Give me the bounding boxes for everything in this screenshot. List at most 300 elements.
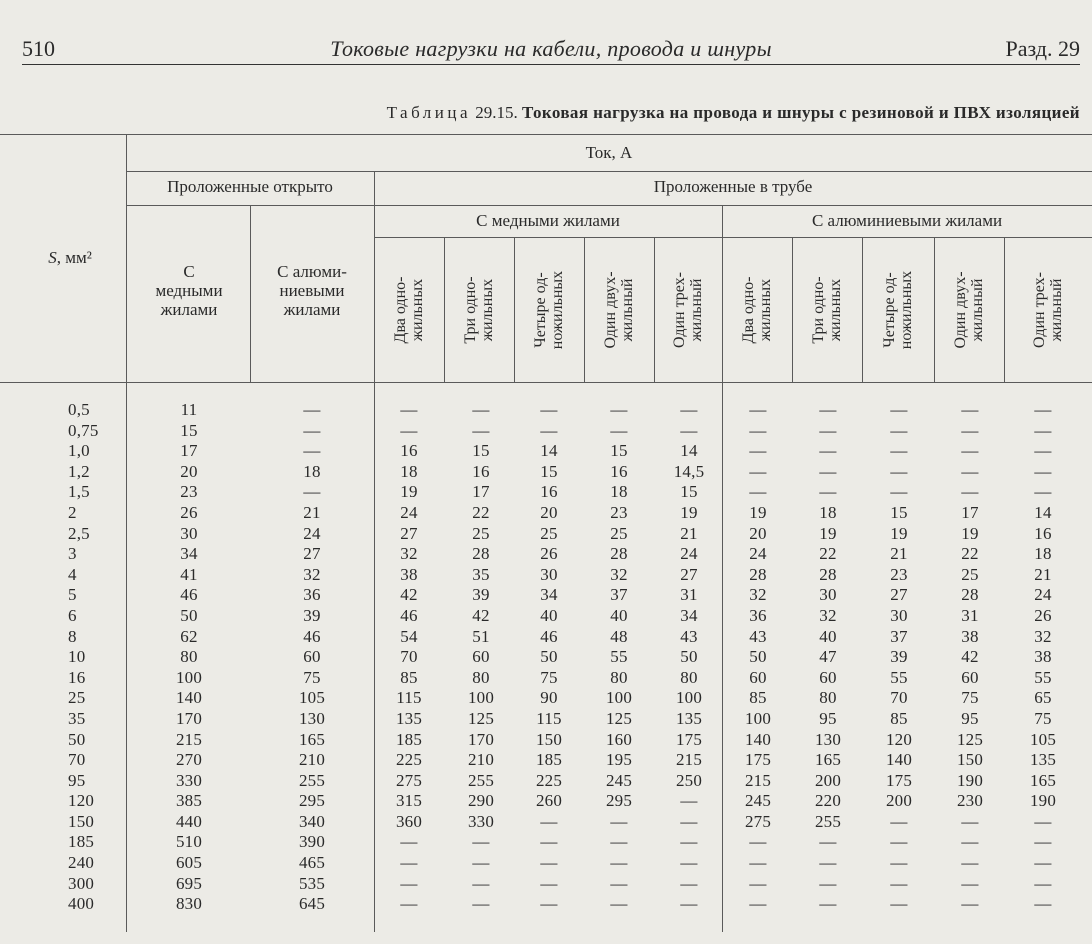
table-cell: 215 xyxy=(744,770,772,790)
table-cell: — xyxy=(819,894,837,914)
table-cell: 28 xyxy=(749,564,767,584)
table-cell: 25 xyxy=(68,688,86,708)
al-triple-column xyxy=(1008,400,1078,915)
table-cell: 15 xyxy=(890,502,908,522)
table-cell: — xyxy=(610,400,628,419)
table-cell: — xyxy=(680,853,698,873)
table-cell: 24 xyxy=(680,544,698,564)
table-cell: 215 xyxy=(675,750,703,770)
table-cell: 535 xyxy=(298,873,326,893)
table-cell: 16 xyxy=(610,461,628,481)
table-cell: — xyxy=(749,832,767,852)
table-cell: 32 xyxy=(610,564,628,584)
table-cell: 6 xyxy=(68,605,77,625)
table-cell: 225 xyxy=(395,750,423,770)
table-cell: 28 xyxy=(610,544,628,564)
table-cell: — xyxy=(961,441,979,461)
table-cell: 20 xyxy=(749,523,767,543)
table-cell: — xyxy=(819,461,837,481)
table-cell: — xyxy=(819,441,837,461)
table-cell: 260 xyxy=(535,791,563,811)
table-cell: 105 xyxy=(298,688,326,708)
table-cell: 90 xyxy=(540,688,558,708)
table-cell: — xyxy=(819,482,837,502)
table-cell: 75 xyxy=(540,667,558,687)
table-cell: 400 xyxy=(68,894,95,914)
vrule xyxy=(862,237,863,382)
vrule xyxy=(250,205,251,382)
table-cell: — xyxy=(749,400,767,419)
table-cell: 200 xyxy=(814,770,842,790)
table-cell: 85 xyxy=(400,667,418,687)
table-cell: 60 xyxy=(303,647,321,667)
table-cell: 175 xyxy=(885,770,913,790)
cu-three-single-header: Три одно- жильных xyxy=(462,276,496,344)
cu-one-twin-header: Один двух- жильный xyxy=(602,271,636,349)
table-cell: 15 xyxy=(180,420,198,440)
table-cell: 15 xyxy=(540,461,558,481)
table-cell: 46 xyxy=(180,585,198,605)
table-cell: — xyxy=(749,482,767,502)
table-cell: 10 xyxy=(68,647,86,667)
table-cell: 210 xyxy=(467,750,495,770)
table-cell: 80 xyxy=(610,667,628,687)
table-cell: — xyxy=(749,853,767,873)
al-one-twin-header: Один двух- жильный xyxy=(952,271,986,349)
table-cell: — xyxy=(1034,400,1052,419)
table-cell: 24 xyxy=(749,544,767,564)
table-cell: 50 xyxy=(180,605,198,625)
table-cell: 32 xyxy=(749,585,767,605)
table-cell: 39 xyxy=(303,605,321,625)
table-cell: 19 xyxy=(961,523,979,543)
table-cell: 190 xyxy=(956,770,984,790)
table-cell: 46 xyxy=(303,626,321,646)
table-cell: 43 xyxy=(680,626,698,646)
table-cell: — xyxy=(890,894,908,914)
table-cell: — xyxy=(890,420,908,440)
al-one-triple-header: Один трех- жильный xyxy=(1031,272,1065,349)
table-cell: 30 xyxy=(540,564,558,584)
table-cell: — xyxy=(961,832,979,852)
al-two-single-header: Два одно- жильных xyxy=(740,276,774,344)
table-cell: — xyxy=(472,400,490,419)
table-cell: 23 xyxy=(180,482,198,502)
table-cell: 75 xyxy=(1034,708,1052,728)
table-cell: 46 xyxy=(540,626,558,646)
table-cell: 95 xyxy=(819,708,837,728)
table-cell: — xyxy=(540,832,558,852)
table-cell: 605 xyxy=(175,853,203,873)
table-cell: 22 xyxy=(819,544,837,564)
table-cell: 55 xyxy=(610,647,628,667)
table-cell: 25 xyxy=(540,523,558,543)
table-cell: 50 xyxy=(749,647,767,667)
table-cell: — xyxy=(472,894,490,914)
al-four-column xyxy=(866,400,932,915)
vrule xyxy=(934,237,935,382)
table-cell: 35 xyxy=(472,564,490,584)
table-cell: 50 xyxy=(680,647,698,667)
table-cell: 115 xyxy=(536,708,562,728)
table-cell: 60 xyxy=(472,647,490,667)
table-cell: — xyxy=(610,832,628,852)
table-cell: — xyxy=(819,873,837,893)
table-cell: 25 xyxy=(472,523,490,543)
table-cell: 36 xyxy=(749,605,767,625)
table-cell: 120 xyxy=(885,729,913,749)
open-copper-header: С медными жилами xyxy=(155,262,223,319)
al-twin-column xyxy=(938,400,1002,915)
table-cell: — xyxy=(890,873,908,893)
table-cell: 165 xyxy=(298,729,326,749)
table-cell: 23 xyxy=(890,564,908,584)
table-cell: 150 xyxy=(535,729,563,749)
cu-three-column xyxy=(450,400,512,915)
aluminum-header: С алюминиевыми жилами xyxy=(811,211,1003,230)
table-cell: — xyxy=(819,832,837,852)
al-three-column xyxy=(796,400,860,915)
table-cell: 30 xyxy=(890,605,908,625)
table-cell: — xyxy=(890,832,908,852)
table-cell: 42 xyxy=(961,647,979,667)
table-cell: 390 xyxy=(298,832,326,852)
table-cell: 32 xyxy=(1034,626,1052,646)
table-cell: 18 xyxy=(400,461,418,481)
table-cell: 340 xyxy=(298,811,326,831)
table-cell: 11 xyxy=(180,400,198,419)
table-cell: 38 xyxy=(961,626,979,646)
rule-under-current xyxy=(126,171,1092,172)
table-cell: — xyxy=(890,482,908,502)
table-cell: 120 xyxy=(68,791,95,811)
table-cell: 18 xyxy=(610,482,628,502)
table-cell: 170 xyxy=(175,708,203,728)
table-cell: 85 xyxy=(749,688,767,708)
table-cell: 27 xyxy=(890,585,908,605)
table-cell: 26 xyxy=(1034,605,1052,625)
running-title: Токовые нагрузки на кабели, провода и шнуры xyxy=(330,36,772,61)
table-cell: — xyxy=(1034,873,1052,893)
page-number: 510 xyxy=(22,36,55,61)
table-cell: — xyxy=(1034,853,1052,873)
table-cell: 19 xyxy=(819,523,837,543)
vrule xyxy=(126,134,127,932)
table-cell: 200 xyxy=(885,791,913,811)
table-cell: 40 xyxy=(819,626,837,646)
table-cell: — xyxy=(610,873,628,893)
table-cell: 150 xyxy=(956,750,984,770)
al-three-single-header: Три одно- жильных xyxy=(810,276,844,344)
table-cell: 30 xyxy=(819,585,837,605)
table-cell: — xyxy=(1034,461,1052,481)
table-cell: 16 xyxy=(472,461,490,481)
table-cell: 22 xyxy=(961,544,979,564)
table-cell: — xyxy=(472,873,490,893)
table-cell: — xyxy=(680,420,698,440)
cu-four-column xyxy=(518,400,580,915)
table-cell: 27 xyxy=(680,564,698,584)
vrule xyxy=(1004,237,1005,382)
table-cell: 0,75 xyxy=(68,420,99,440)
table-cell: 125 xyxy=(467,708,495,728)
table-cell: 27 xyxy=(400,523,418,543)
table-cell: 41 xyxy=(180,564,198,584)
table-cell: 17 xyxy=(961,502,979,522)
table-cell: 32 xyxy=(819,605,837,625)
table-cell: 24 xyxy=(303,523,321,543)
table-cell: — xyxy=(961,894,979,914)
rule-under-copper-al xyxy=(374,237,1092,238)
table-cell: — xyxy=(890,853,908,873)
table-cell: — xyxy=(819,853,837,873)
table-cell: — xyxy=(1034,482,1052,502)
table-cell: 60 xyxy=(961,667,979,687)
table-cell: — xyxy=(610,894,628,914)
table-cell: 300 xyxy=(68,873,95,893)
table-cell: 230 xyxy=(956,791,984,811)
table-cell: — xyxy=(400,853,418,873)
table-cell: 5 xyxy=(68,585,77,605)
table-cell: — xyxy=(749,420,767,440)
table-cell: 165 xyxy=(814,750,842,770)
table-cell: 240 xyxy=(68,853,95,873)
table-cell: 34 xyxy=(680,605,698,625)
table-cell: 17 xyxy=(180,441,198,461)
table-cell: 115 xyxy=(396,688,422,708)
table-cell: — xyxy=(472,853,490,873)
table-cell: — xyxy=(680,832,698,852)
table-cell: 3 xyxy=(68,544,77,564)
table-cell: 170 xyxy=(467,729,495,749)
table-cell: 100 xyxy=(605,688,633,708)
table-cell: 255 xyxy=(467,770,495,790)
table-cell: 17 xyxy=(472,482,490,502)
table-cell: — xyxy=(472,420,490,440)
table-cell: 185 xyxy=(395,729,423,749)
table-cell: 295 xyxy=(605,791,633,811)
table-cell: 830 xyxy=(175,894,203,914)
table-cell: 20 xyxy=(540,502,558,522)
table-cell: 19 xyxy=(680,502,698,522)
table-cell: 18 xyxy=(303,461,321,481)
vrule xyxy=(654,237,655,382)
table-cell: — xyxy=(680,811,698,831)
table-cell: 440 xyxy=(175,811,203,831)
table-cell: 135 xyxy=(1029,750,1057,770)
table-cell: 16 xyxy=(400,441,418,461)
table-cell: 27 xyxy=(303,544,321,564)
table-cell: — xyxy=(680,894,698,914)
table-cell: — xyxy=(890,811,908,831)
table-cell: 250 xyxy=(675,770,703,790)
table-cell: 43 xyxy=(749,626,767,646)
table-cell: 75 xyxy=(303,667,321,687)
table-cell: 31 xyxy=(680,585,698,605)
table-cell: — xyxy=(303,420,321,440)
table-cell: 80 xyxy=(680,667,698,687)
table-cell: — xyxy=(961,400,979,419)
table-cell: 225 xyxy=(535,770,563,790)
table-cell: 95 xyxy=(961,708,979,728)
table-cell: 330 xyxy=(467,811,495,831)
table-cell: 210 xyxy=(298,750,326,770)
table-cell: — xyxy=(303,482,321,502)
table-cell: — xyxy=(540,894,558,914)
table-cell: 65 xyxy=(1034,688,1052,708)
table-cell: — xyxy=(890,461,908,481)
table-cell: 39 xyxy=(890,647,908,667)
table-cell: 255 xyxy=(298,770,326,790)
table-cell: 140 xyxy=(744,729,772,749)
table-cell: 125 xyxy=(956,729,984,749)
table-cell: 15 xyxy=(610,441,628,461)
table-cell: 185 xyxy=(535,750,563,770)
table-cell: 330 xyxy=(175,770,203,790)
table-cell: — xyxy=(540,400,558,419)
table-cell: — xyxy=(400,873,418,893)
table-cell: — xyxy=(540,811,558,831)
table-cell: 215 xyxy=(175,729,203,749)
current-header: Ток, А xyxy=(585,143,633,162)
table-cell: 19 xyxy=(749,502,767,522)
table-cell: — xyxy=(749,873,767,893)
table-cell: 315 xyxy=(395,791,423,811)
table-cell: — xyxy=(540,420,558,440)
s-values-column xyxy=(68,400,118,915)
cu-twin-column xyxy=(588,400,650,915)
cu-triple-column xyxy=(656,400,722,915)
table-cell: — xyxy=(610,853,628,873)
cu-one-triple-header: Один трех- жильный xyxy=(671,272,705,349)
rule-under-open-pipe xyxy=(126,205,1092,206)
table-cell: 15 xyxy=(472,441,490,461)
table-cell: 37 xyxy=(610,585,628,605)
table-cell: — xyxy=(680,791,698,811)
table-cell: 16 xyxy=(1034,523,1052,543)
table-cell: 195 xyxy=(605,750,633,770)
table-cell: — xyxy=(961,873,979,893)
table-cell: 1,0 xyxy=(68,441,90,461)
table-cell: 20 xyxy=(180,461,198,481)
table-cell: 385 xyxy=(175,791,203,811)
table-cell: 160 xyxy=(605,729,633,749)
table-cell: 36 xyxy=(303,585,321,605)
table-cell: 275 xyxy=(744,811,772,831)
table-cell: 175 xyxy=(744,750,772,770)
copper-header: С медными жилами xyxy=(476,211,620,230)
table-cell: — xyxy=(961,482,979,502)
table-cell: 295 xyxy=(298,791,326,811)
table-cell: 21 xyxy=(890,544,908,564)
table-cell: 28 xyxy=(472,544,490,564)
table-cell: 1,2 xyxy=(68,461,90,481)
table-cell: 100 xyxy=(744,708,772,728)
table-cell: 50 xyxy=(540,647,558,667)
table-cell: 18 xyxy=(819,502,837,522)
table-cell: 80 xyxy=(472,667,490,687)
table-cell: 32 xyxy=(303,564,321,584)
table-cell: 360 xyxy=(395,811,423,831)
table-cell: 140 xyxy=(885,750,913,770)
table-cell: — xyxy=(1034,811,1052,831)
table-cell: 21 xyxy=(680,523,698,543)
table-cell: 16 xyxy=(540,482,558,502)
cu-four-single-header: Четыре од- ножильных xyxy=(532,270,566,350)
table-cell: 2,5 xyxy=(68,523,90,543)
table-cell: 47 xyxy=(819,647,837,667)
table-cell: — xyxy=(610,420,628,440)
table-cell: 19 xyxy=(400,482,418,502)
table-cell: 125 xyxy=(605,708,633,728)
table-cell: 55 xyxy=(1034,667,1052,687)
table-cell: — xyxy=(400,420,418,440)
table-cell: 38 xyxy=(400,564,418,584)
table-cell: 645 xyxy=(298,894,326,914)
table-cell: 100 xyxy=(175,667,203,687)
table-cell: 100 xyxy=(467,688,495,708)
table-cell: 165 xyxy=(1029,770,1057,790)
al-four-single-header: Четыре од- ножильных xyxy=(881,270,915,350)
table-top-rule xyxy=(0,134,1092,135)
vrule xyxy=(374,171,375,932)
table-cell: 100 xyxy=(675,688,703,708)
table-cell: 465 xyxy=(298,853,326,873)
table-cell: — xyxy=(961,853,979,873)
table-cell: 255 xyxy=(814,811,842,831)
vrule xyxy=(584,237,585,382)
table-cell: 8 xyxy=(68,626,77,646)
cu-two-column xyxy=(378,400,440,915)
table-cell: 32 xyxy=(400,544,418,564)
table-cell: 18 xyxy=(1034,544,1052,564)
table-cell: 80 xyxy=(819,688,837,708)
table-cell: 220 xyxy=(814,791,842,811)
pipe-header: Проложенные в трубе xyxy=(653,177,813,196)
table-cell: 1,5 xyxy=(68,482,90,502)
table-cell: — xyxy=(540,873,558,893)
table-cell: 42 xyxy=(400,585,418,605)
table-cell: — xyxy=(961,420,979,440)
table-cell: 38 xyxy=(1034,647,1052,667)
table-cell: 39 xyxy=(472,585,490,605)
table-cell: 275 xyxy=(395,770,423,790)
table-cell: 34 xyxy=(180,544,198,564)
header-bottom-rule xyxy=(0,382,1092,383)
table-cell: 54 xyxy=(400,626,418,646)
vrule xyxy=(444,237,445,382)
table-cell: 190 xyxy=(1029,791,1057,811)
table-cell: — xyxy=(1034,420,1052,440)
table-cell: 14,5 xyxy=(673,461,705,481)
table-cell: 135 xyxy=(675,708,703,728)
table-cell: 30 xyxy=(180,523,198,543)
table-cell: 40 xyxy=(610,605,628,625)
table-cell: 34 xyxy=(540,585,558,605)
open-aluminum-header: С алюми- ниевыми жилами xyxy=(277,262,347,319)
table-cell: 25 xyxy=(961,564,979,584)
section-label: Разд. 29 xyxy=(1005,36,1080,61)
table-cell: 2 xyxy=(68,502,77,522)
table-cell: 46 xyxy=(400,605,418,625)
vrule xyxy=(722,205,723,932)
table-cell: 130 xyxy=(814,729,842,749)
table-cell: — xyxy=(749,441,767,461)
vrule xyxy=(792,237,793,382)
table-cell: 24 xyxy=(400,502,418,522)
table-cell: 4 xyxy=(68,564,77,584)
table-cell: 55 xyxy=(890,667,908,687)
